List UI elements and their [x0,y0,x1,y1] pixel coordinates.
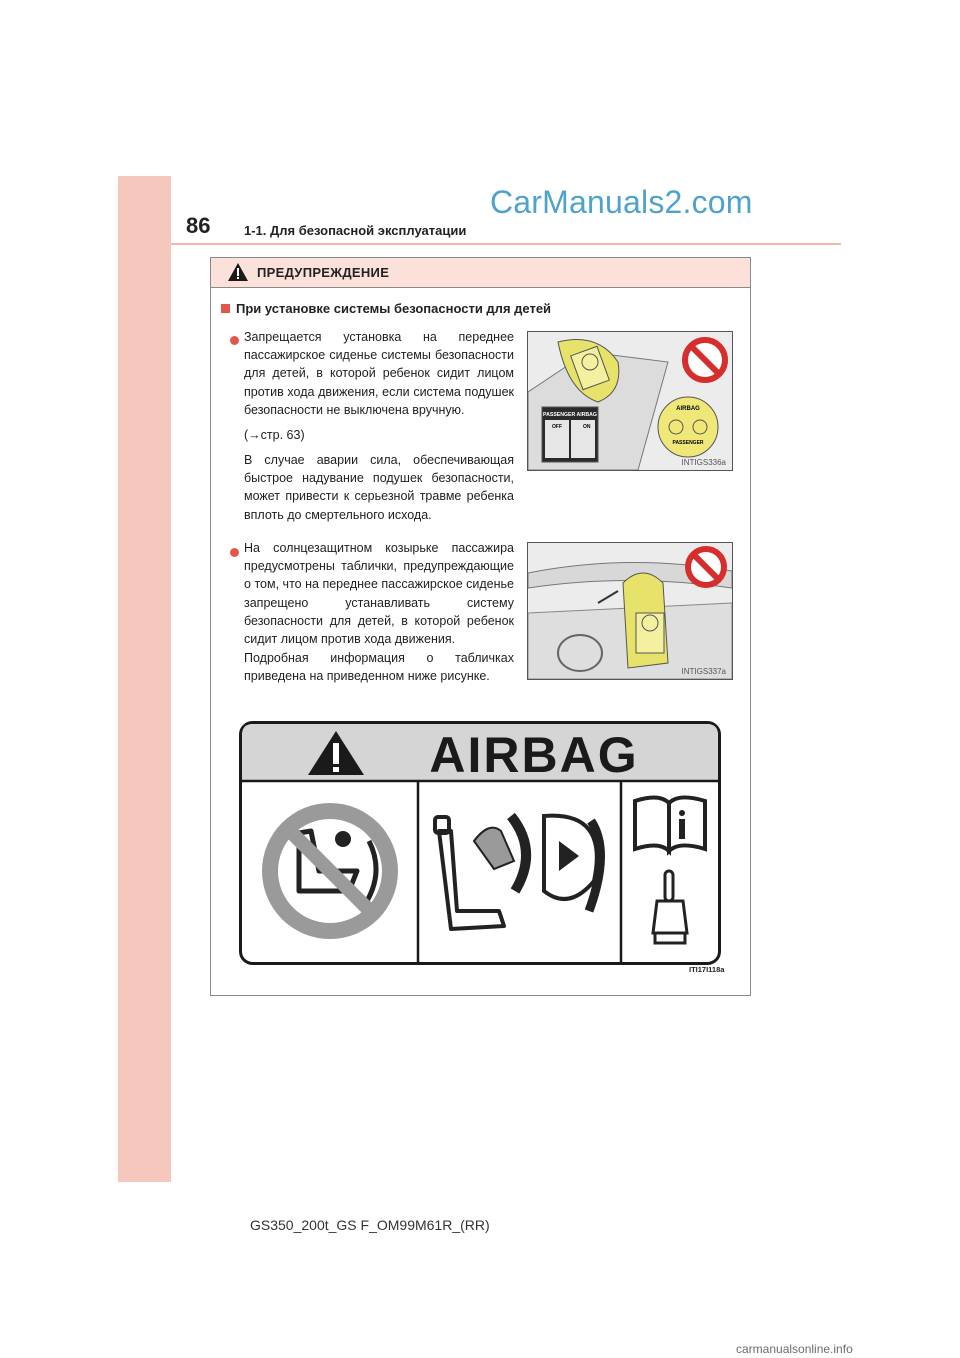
rear-facing-seat-drawing [528,332,732,470]
item1-paragraph1: Запрещается установка на переднее пассажирское сиденье системы безопасности для детей, в которой ребенок сидит лицом против хода движения, если система подушек безопасности не выключена вручную. [244,330,514,417]
page-sidebar-band [118,176,171,1182]
off-label: OFF [552,424,562,430]
item1-paragraph2: В случае аварии сила, обеспечивающая быстрое надувание подушек безопасности, может привести к серьезной травме ребенка вплоть до смертельного исхода. [244,453,514,522]
airbag-title: AIRBAG [429,727,639,783]
warning-box [210,257,751,996]
no-child-seat-icon [262,803,398,939]
manual-book-icon [635,797,705,851]
image-code: INTIGS337a [681,667,726,676]
airbag-small-label: AIRBAG [676,406,700,412]
warning-title: ПРЕДУПРЕЖДЕНИЕ [257,265,390,280]
bullet-dot-icon [230,548,239,557]
item2-paragraph1: На солнцезащитном козырьке пассажира предусмотрены таблички, предупреждающие о том, что на переднее пассажирское сиденье запрещено устанавливать систему безопасности для детей, в которой ребенок сидит лицом против хода движения. [244,541,514,647]
warning-header [211,258,750,288]
page-number: 86 [186,213,211,238]
passenger-airbag-label: PASSENGER AIRBAG [543,412,597,418]
illustration-sun-visor [527,542,733,680]
item2-paragraph2: Подробная информация о табличках приведена на приведенном ниже рисунке. [244,651,514,684]
header-rule [171,243,841,245]
sun-visor-drawing [528,543,732,679]
warning-subheading [221,301,551,316]
airbag-warning-label [239,721,721,965]
subheading-text: При установке системы безопасности для детей [236,301,552,316]
watermark-top[interactable]: CarManuals2.com [490,184,753,220]
label-image-code: ITI17I118a [689,965,725,974]
passenger-small-label: PASSENGER [672,440,704,446]
on-label: ON [583,424,591,430]
bullet-dot-icon [230,336,239,345]
item1-reference: (→стр. 63) [244,428,305,442]
warning-triangle-icon [227,262,249,282]
illustration-rear-facing-seat [527,331,733,471]
watermark-bottom[interactable]: carmanualsonline.info [736,1342,853,1356]
section-title: 1-1. Для безопасной эксплуатации [244,223,467,238]
square-bullet-icon [221,304,230,313]
image-code: INTIGS336a [681,458,726,467]
footer-model-code: GS350_200t_GS F_OM99M61R_(RR) [250,1217,490,1233]
